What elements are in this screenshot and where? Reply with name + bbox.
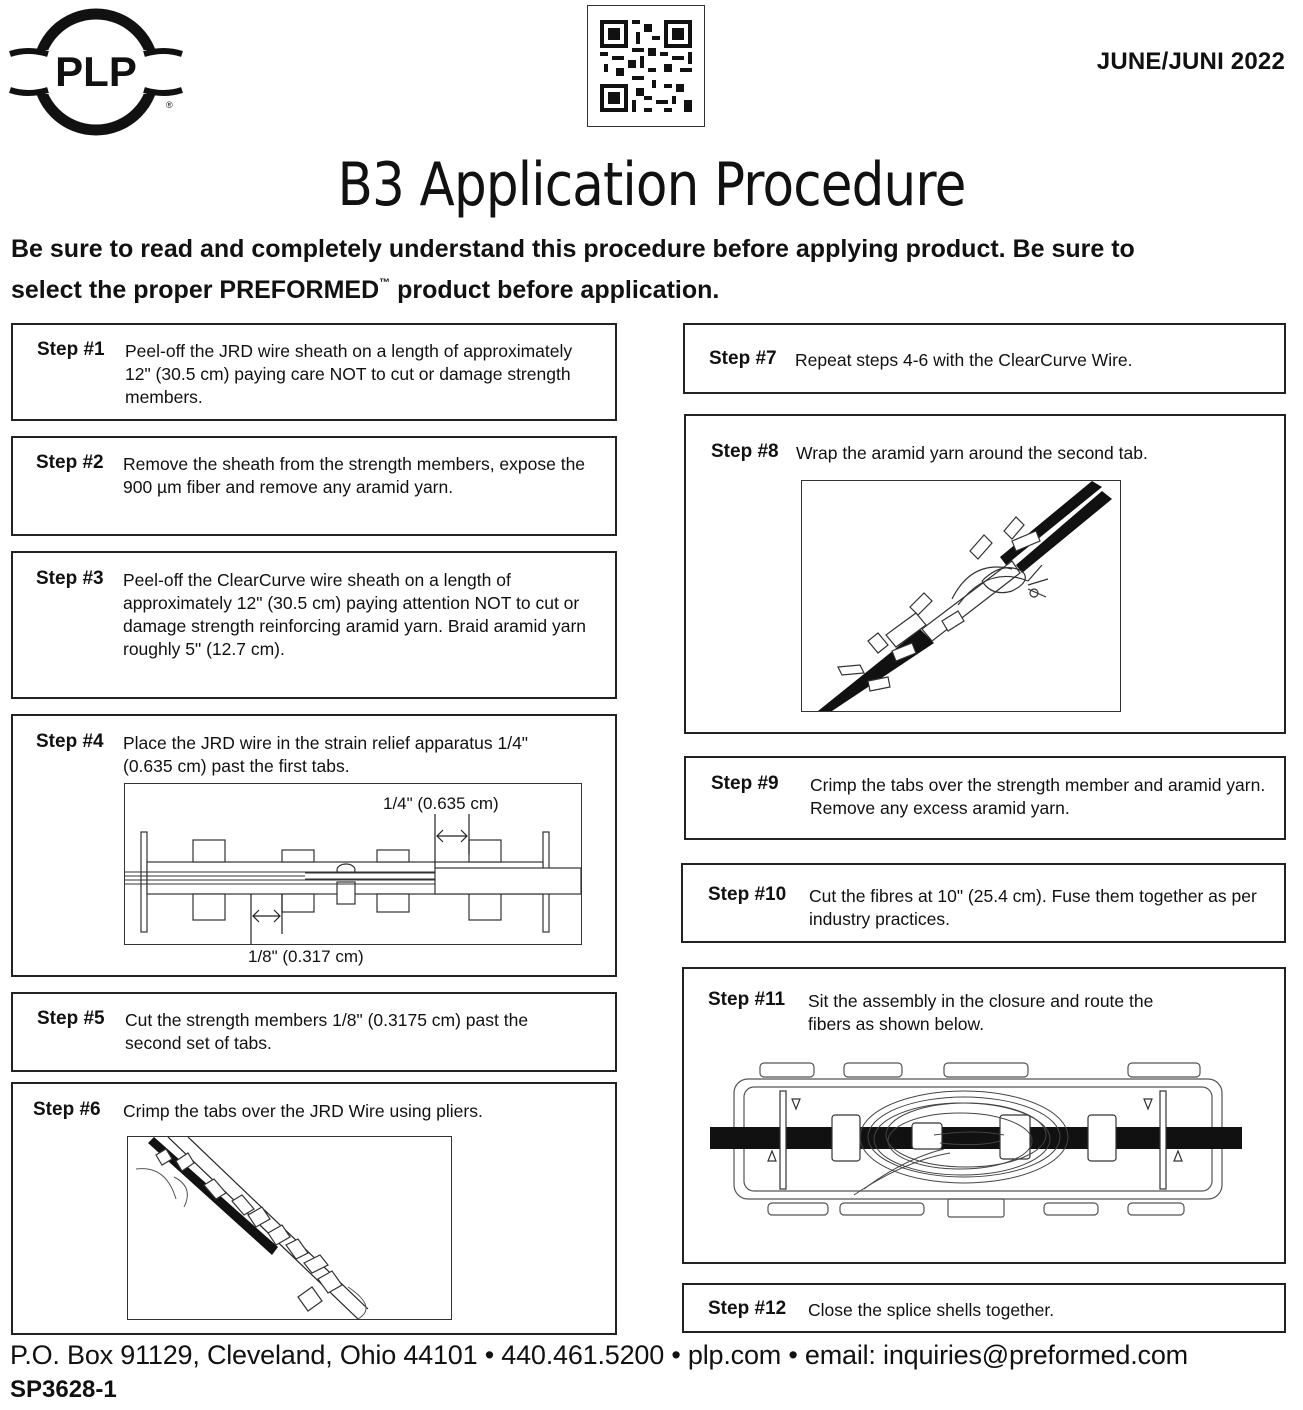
step-label: Step #12	[708, 1298, 787, 1319]
step-text: Cut the fibres at 10" (25.4 cm). Fuse them together as per industry practices.	[809, 886, 1257, 929]
step-4-box	[11, 714, 617, 977]
plp-logo	[8, 6, 184, 138]
step-text: Close the splice shells together.	[808, 1300, 1055, 1320]
step-text: Peel-off the JRD wire sheath on a length of approximately 12" (30.5 cm) paying care NOT to cut or damage strength members.	[125, 341, 573, 407]
quarter-inch-dimension: 1/4" (0.635 cm)	[383, 794, 499, 813]
step-5-box	[11, 992, 617, 1072]
step-label: Step #11	[708, 989, 786, 1010]
intro-warning	[11, 232, 1291, 307]
aramid-wrap-illustration	[801, 480, 1121, 712]
intro-line-1: Be sure to read and completely understand this procedure before applying product. Be sure to	[11, 235, 1135, 263]
step-10-box	[681, 863, 1286, 943]
step-6-box	[11, 1082, 617, 1335]
footer-contact: P.O. Box 91129, Cleveland, Ohio 44101 • 440.461.5200 • plp.com • email: inquiries@preformed.com	[10, 1340, 1188, 1370]
step-text: Crimp the tabs over the strength member and aramid yarn. Remove any excess aramid yarn.	[810, 775, 1266, 818]
step-9-box	[684, 756, 1286, 840]
step-text: Cut the strength members 1/8" (0.3175 cm) past the second set of tabs.	[125, 1010, 529, 1053]
svg-text:PLP: PLP	[55, 48, 137, 95]
step-label: Step #5	[37, 1008, 105, 1029]
step-label: Step #1	[37, 339, 105, 360]
document-date: JUNE/JUNI 2022	[1096, 48, 1285, 75]
crimp-tabs-illustration	[127, 1136, 452, 1320]
page-title: B3 Application Procedure	[337, 150, 966, 220]
qr-code[interactable]	[587, 5, 705, 127]
step-label: Step #3	[36, 568, 104, 589]
step-2-box	[11, 436, 617, 536]
step-text: Peel-off the ClearCurve wire sheath on a length of approximately 12" (30.5 cm) paying attention NOT to cut or damage strength reinforcing aramid yarn. Braid aramid yarn roughly 5" (12.7 cm).	[123, 570, 586, 659]
step-text: Wrap the aramid yarn around the second tab.	[796, 443, 1148, 463]
step-7-box	[683, 323, 1286, 394]
eighth-inch-dimension: 1/8" (0.317 cm)	[248, 947, 364, 966]
intro-line-2-start: select the proper PREFORMED	[11, 276, 380, 304]
step-3-box	[11, 551, 617, 699]
closure-routing-diagram	[704, 1049, 1244, 1229]
step-text: Crimp the tabs over the JRD Wire using pliers.	[123, 1101, 483, 1121]
step-label: Step #6	[33, 1099, 101, 1120]
step-text: Repeat steps 4-6 with the ClearCurve Wire.	[795, 350, 1133, 370]
step-label: Step #9	[711, 773, 779, 794]
step-12-box	[682, 1283, 1286, 1333]
svg-text:®: ®	[166, 100, 173, 110]
step-label: Step #8	[711, 441, 779, 462]
step-text: Place the JRD wire in the strain relief apparatus 1/4" (0.635 cm) past the first tabs.	[123, 733, 529, 776]
step-label: Step #2	[36, 452, 104, 473]
step-1-box	[11, 323, 617, 421]
step-label: Step #10	[708, 884, 787, 905]
intro-line-2-end: product before application.	[390, 276, 720, 304]
strain-relief-diagram	[124, 783, 582, 945]
step-label: Step #7	[709, 348, 777, 369]
step-text: Remove the sheath from the strength members, expose the 900 µm fiber and remove any aramid yarn.	[123, 454, 586, 497]
document-code: SP3628-1	[10, 1376, 117, 1403]
step-8-box	[684, 414, 1286, 734]
step-11-box	[682, 967, 1286, 1264]
trademark-symbol: ™	[379, 277, 391, 289]
step-label: Step #4	[36, 731, 104, 752]
intro-line-2	[11, 266, 1291, 307]
step-text: Sit the assembly in the closure and route the fibers as shown below.	[808, 991, 1154, 1034]
